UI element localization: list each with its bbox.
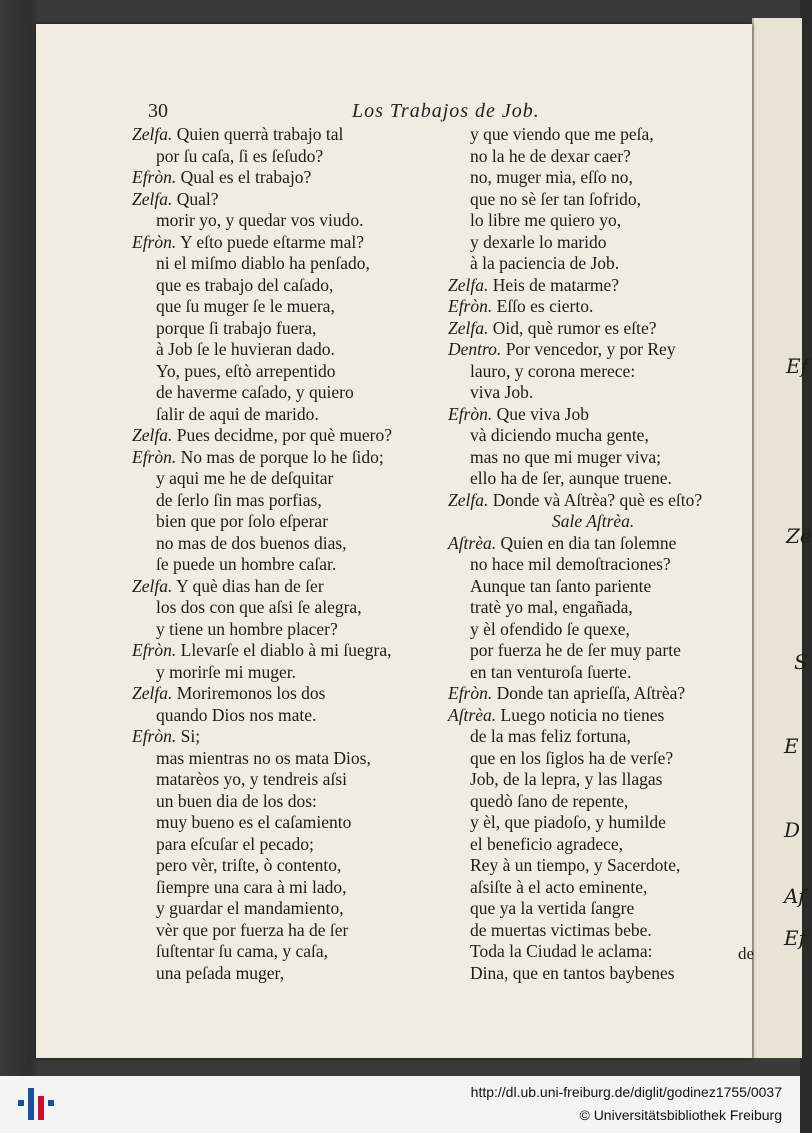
verse-line bbox=[132, 683, 462, 705]
verse-text: ſe puede un hombre caſar. bbox=[156, 554, 337, 574]
verse-line bbox=[448, 812, 768, 834]
verse-text: por ſu caſa, ſi es ſeſudo? bbox=[156, 145, 324, 166]
verse-text: Quien en dia tan ſolemne bbox=[496, 532, 677, 553]
verse-text: Donde tan aprieſſa, Aſtrèa? bbox=[492, 683, 686, 703]
verse-line bbox=[448, 511, 768, 533]
verse-text: ſalir de aqui de marido. bbox=[156, 403, 319, 424]
verse-line bbox=[448, 640, 768, 662]
verse-line bbox=[132, 361, 462, 383]
verse-line bbox=[448, 533, 768, 555]
verse-line bbox=[448, 597, 768, 619]
verse-line bbox=[448, 963, 768, 985]
running-title: Los Trabajos de Job. bbox=[352, 100, 540, 122]
verse-text: Sale Aſtrèa. bbox=[552, 511, 635, 531]
verse-text: de muertas victimas bebe. bbox=[470, 919, 652, 940]
verse-text: bien que por ſolo eſperar bbox=[156, 511, 329, 531]
verse-line bbox=[448, 447, 768, 469]
facing-fragment: Ef bbox=[786, 354, 809, 378]
verse-line bbox=[448, 404, 768, 426]
verse-text: para eſcuſar el pecado; bbox=[156, 833, 314, 854]
verse-text: y morirſe mi muger. bbox=[156, 661, 296, 682]
verse-text: Luego noticia no tienes bbox=[496, 704, 665, 725]
verse-line bbox=[132, 769, 462, 791]
ub-freiburg-logo-icon bbox=[16, 1082, 56, 1126]
verse-text: vèr que por fuerza ha de ſer bbox=[156, 919, 349, 940]
right-text-column bbox=[448, 124, 768, 984]
verse-line bbox=[132, 232, 462, 254]
verse-line bbox=[448, 296, 768, 318]
verse-text: Quien querrà trabajo tal bbox=[172, 124, 344, 144]
copyright-notice: © Universitätsbibliothek Freiburg bbox=[579, 1107, 782, 1123]
verse-text: quando Dios nos mate. bbox=[156, 704, 317, 725]
speaker-name: Efròn. bbox=[132, 726, 177, 746]
verse-line bbox=[132, 447, 462, 469]
verse-line bbox=[132, 533, 462, 555]
verse-text: quedò ſano de repente, bbox=[470, 790, 629, 811]
verse-text: no hace mil demoſtraciones? bbox=[470, 554, 671, 574]
verse-line bbox=[448, 576, 768, 598]
verse-line bbox=[448, 339, 768, 361]
verse-text: Oid, què rumor es eſte? bbox=[488, 317, 657, 338]
verse-line bbox=[132, 812, 462, 834]
facing-fragment: Af bbox=[784, 884, 806, 908]
facing-fragment: S bbox=[794, 650, 808, 674]
verse-line bbox=[448, 468, 768, 490]
verse-line bbox=[132, 791, 462, 813]
verse-text: và diciendo mucha gente, bbox=[470, 425, 649, 445]
verse-line bbox=[132, 318, 462, 340]
verse-text: que ya la vertida ſangre bbox=[470, 898, 635, 918]
verse-text: Rey à un tiempo, y Sacerdote, bbox=[470, 855, 681, 875]
verse-text: mas no que mi muger viva; bbox=[470, 446, 662, 467]
speaker-name: Zelfa. bbox=[448, 489, 489, 510]
speaker-name: Efròn. bbox=[448, 403, 493, 424]
verse-line bbox=[448, 855, 768, 877]
verse-text: pero vèr, triſte, ò contento, bbox=[156, 855, 342, 875]
facing-fragment: Ef bbox=[784, 926, 807, 950]
page-number: 30 bbox=[148, 100, 168, 122]
verse-line bbox=[448, 490, 768, 512]
verse-line bbox=[448, 662, 768, 684]
verse-text: Y què dias han de ſer bbox=[172, 575, 324, 596]
speaker-name: Efròn. bbox=[132, 231, 177, 252]
verse-text: Y eſto puede eſtarme mal? bbox=[176, 231, 364, 252]
verse-line bbox=[448, 705, 768, 727]
verse-text: no, muger mia, eſſo no, bbox=[470, 167, 633, 187]
verse-line bbox=[132, 490, 462, 512]
verse-line bbox=[132, 339, 462, 361]
verse-text: que ſu muger ſe le muera, bbox=[156, 296, 335, 316]
verse-text: Yo, pues, eſtò arrepentido bbox=[156, 360, 336, 381]
verse-text: de ſerlo ſin mas porfias, bbox=[156, 489, 322, 510]
verse-line bbox=[132, 834, 462, 856]
verse-text: de haverme caſado, y quiero bbox=[156, 382, 354, 402]
verse-text: Toda la Ciudad le aclama: bbox=[470, 941, 653, 961]
verse-line bbox=[448, 167, 768, 189]
verse-text: en tan venturoſa ſuerte. bbox=[470, 661, 632, 682]
footer-bar bbox=[0, 1076, 800, 1133]
verse-line bbox=[448, 382, 768, 404]
catchword: de bbox=[738, 944, 755, 963]
verse-line bbox=[132, 898, 462, 920]
verse-line bbox=[132, 597, 462, 619]
verse-line bbox=[132, 511, 462, 533]
verse-line bbox=[448, 683, 768, 705]
verse-text: muy bueno es el caſamiento bbox=[156, 812, 352, 832]
verse-text: y dexarle lo marido bbox=[470, 231, 607, 252]
left-text-column bbox=[132, 124, 462, 984]
verse-text: Eſſo es cierto. bbox=[492, 296, 594, 316]
verse-line bbox=[132, 210, 462, 232]
verse-line bbox=[448, 318, 768, 340]
book-page bbox=[36, 24, 755, 1058]
facing-fragment: D bbox=[784, 818, 801, 842]
verse-text: Si; bbox=[176, 726, 201, 746]
verse-line bbox=[448, 941, 768, 963]
verse-text: Job, de la lepra, y las llagas bbox=[470, 769, 663, 789]
verse-line bbox=[132, 576, 462, 598]
speaker-name: Zelfa. bbox=[132, 575, 173, 596]
speaker-name: Zelfa. bbox=[132, 683, 173, 703]
speaker-name: Efròn. bbox=[132, 446, 177, 467]
verse-line bbox=[132, 554, 462, 576]
speaker-name: Aſtrèa. bbox=[448, 704, 497, 725]
speaker-name: Aſtrèa. bbox=[448, 532, 497, 553]
verse-text: Dina, que en tantos baybenes bbox=[470, 962, 675, 983]
verse-line bbox=[132, 877, 462, 899]
verse-line bbox=[132, 404, 462, 426]
verse-text: mas mientras no os mata Dios, bbox=[156, 747, 371, 768]
verse-text: Heis de matarme? bbox=[488, 274, 620, 295]
verse-line bbox=[448, 275, 768, 297]
verse-text: y èl, que piadoſo, y humilde bbox=[470, 812, 666, 832]
speaker-name: Efròn. bbox=[132, 640, 177, 660]
verse-text: à Job ſe le huvieran dado. bbox=[156, 339, 335, 359]
speaker-name: Dentro. bbox=[448, 339, 502, 359]
verse-line bbox=[132, 941, 462, 963]
verse-line bbox=[132, 167, 462, 189]
verse-text: Llevarſe el diablo à mi ſuegra, bbox=[176, 640, 392, 660]
facing-fragment: E bbox=[784, 734, 799, 758]
verse-text: lauro, y corona merece: bbox=[470, 360, 636, 381]
verse-line bbox=[448, 124, 768, 146]
verse-text: Por vencedor, y por Rey bbox=[501, 339, 676, 359]
speaker-name: Zelfa. bbox=[132, 124, 173, 144]
verse-line bbox=[448, 189, 768, 211]
verse-text: y èl ofendido ſe quexe, bbox=[470, 618, 630, 639]
verse-text: ello ha de ſer, aunque truene. bbox=[470, 468, 672, 488]
verse-text: Moriremonos los dos bbox=[172, 683, 326, 703]
verse-line bbox=[448, 769, 768, 791]
verse-text: los dos con que aſsi ſe alegra, bbox=[156, 597, 362, 617]
document-url-link[interactable]: http://dl.ub.uni-freiburg.de/diglit/godinez1755/0037 bbox=[470, 1084, 782, 1100]
verse-text: y tiene un hombre placer? bbox=[156, 618, 338, 639]
running-header bbox=[36, 100, 752, 124]
verse-line bbox=[448, 726, 768, 748]
verse-line bbox=[448, 253, 768, 275]
speaker-name: Efròn. bbox=[448, 296, 493, 316]
verse-line bbox=[448, 361, 768, 383]
verse-text: por fuerza he de ſer muy parte bbox=[470, 640, 681, 660]
verse-line bbox=[132, 382, 462, 404]
speaker-name: Efròn. bbox=[132, 167, 177, 187]
verse-line bbox=[132, 662, 462, 684]
verse-line bbox=[448, 877, 768, 899]
speaker-name: Zelfa. bbox=[448, 317, 489, 338]
verse-line bbox=[132, 920, 462, 942]
verse-line bbox=[448, 554, 768, 576]
verse-text: ni el miſmo diablo ha penſado, bbox=[156, 253, 370, 273]
verse-text: Que viva Job bbox=[492, 403, 589, 424]
verse-text: que no sè ſer tan ſofrido, bbox=[470, 188, 642, 209]
verse-line bbox=[448, 146, 768, 168]
verse-line bbox=[132, 726, 462, 748]
verse-line bbox=[132, 855, 462, 877]
verse-line bbox=[448, 619, 768, 641]
verse-text: y aqui me he de deſquitar bbox=[156, 468, 334, 488]
verse-text: y guardar el mandamiento, bbox=[156, 898, 344, 918]
verse-text: morir yo, y quedar vos viudo. bbox=[156, 210, 364, 230]
verse-text: ſuſtentar ſu cama, y caſa, bbox=[156, 941, 329, 961]
verse-text: que es trabajo del caſado, bbox=[156, 274, 334, 295]
verse-line bbox=[448, 425, 768, 447]
verse-line bbox=[132, 275, 462, 297]
verse-text: Qual? bbox=[172, 188, 219, 209]
verse-text: un buen dia de los dos: bbox=[156, 790, 317, 811]
verse-line bbox=[132, 619, 462, 641]
verse-text: Aunque tan ſanto pariente bbox=[470, 575, 652, 596]
verse-line bbox=[448, 791, 768, 813]
verse-text: una peſada muger, bbox=[156, 962, 285, 983]
verse-line bbox=[448, 232, 768, 254]
verse-line bbox=[132, 748, 462, 770]
speaker-name: Zelfa. bbox=[448, 274, 489, 295]
verse-line bbox=[448, 834, 768, 856]
verse-text: ſiempre una cara à mi lado, bbox=[156, 876, 347, 897]
verse-line bbox=[448, 898, 768, 920]
verse-line bbox=[132, 296, 462, 318]
verse-text: que en los ſiglos ha de verſe? bbox=[470, 747, 674, 768]
verse-line bbox=[448, 210, 768, 232]
verse-line bbox=[132, 253, 462, 275]
speaker-name: Zelfa. bbox=[132, 188, 173, 209]
verse-line bbox=[132, 124, 462, 146]
verse-text: lo libre me quiero yo, bbox=[470, 210, 622, 230]
verse-text: no la he de dexar caer? bbox=[470, 145, 631, 166]
verse-text: à la paciencia de Job. bbox=[470, 253, 620, 273]
verse-text: de la mas feliz fortuna, bbox=[470, 726, 631, 746]
verse-line bbox=[132, 189, 462, 211]
verse-text: No mas de porque lo he ſido; bbox=[176, 446, 384, 467]
verse-line bbox=[132, 963, 462, 985]
verse-line bbox=[132, 640, 462, 662]
verse-text: matarèos yo, y tendreis aſsi bbox=[156, 769, 347, 789]
verse-line bbox=[132, 468, 462, 490]
verse-text: viva Job. bbox=[470, 382, 534, 402]
verse-text: porque ſi trabajo fuera, bbox=[156, 317, 317, 338]
speaker-name: Efròn. bbox=[448, 683, 493, 703]
verse-line bbox=[132, 425, 462, 447]
speaker-name: Zelfa. bbox=[132, 425, 173, 445]
verse-text: no mas de dos buenos dias, bbox=[156, 532, 347, 553]
verse-line bbox=[132, 705, 462, 727]
verse-text: Pues decidme, por què muero? bbox=[172, 425, 393, 445]
facing-fragment: Ze bbox=[786, 524, 812, 548]
verse-line bbox=[448, 748, 768, 770]
verse-line bbox=[132, 146, 462, 168]
verse-text: el beneficio agradece, bbox=[470, 833, 624, 854]
verse-text: tratè yo mal, engañada, bbox=[470, 597, 633, 617]
verse-text: y que viendo que me peſa, bbox=[470, 124, 654, 144]
verse-text: Qual es el trabajo? bbox=[176, 167, 312, 187]
verse-line bbox=[448, 920, 768, 942]
verse-text: aſsiſte à el acto eminente, bbox=[470, 876, 648, 897]
verse-text: Donde và Aſtrèa? què es eſto? bbox=[488, 489, 703, 510]
